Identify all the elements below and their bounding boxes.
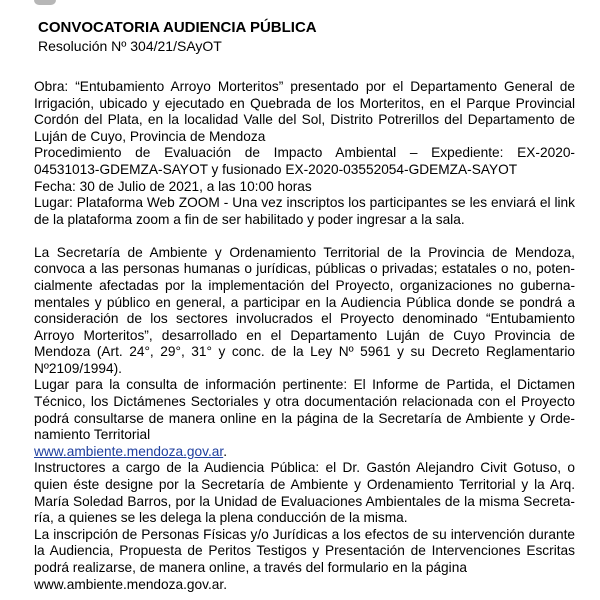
resolution-number: Resolución Nº 304/21/SAyOT — [38, 38, 222, 54]
instructores-line-1: Instructores a cargo de la Audiencia Pública: el Dr. Gastón Alejandro Civit Gotuso, o — [34, 460, 575, 476]
consulta-line-2: Técnico, los Dictámenes Sectoriales y otra documentación relacionada con el Proyecto — [34, 394, 575, 410]
document-title: CONVOCATORIA AUDIENCIA PÚBLICA — [38, 19, 317, 36]
instructores-line-2: quien éste designe por la Secretaría de Ambiente y Ordenamiento Territorial y la Arq. — [34, 477, 575, 493]
convocatoria-line-3: cialmente afectadas por la implementación del Proyecto, organizaciones no guberna- — [34, 277, 575, 293]
convocatoria-line-1: La Secretaría de Ambiente y Ordenamiento Territorial de la Provincia de Mendoza, — [34, 244, 575, 260]
convocatoria-line-5: consideración de los sectores involucrados el Proyecto denominado “Entubamiento — [34, 311, 575, 327]
document-header — [38, 19, 578, 55]
obra-line-2: Irrigación, ubicado y ejecutado en Quebrada de los Morteritos, en el Parque Provincial — [34, 95, 575, 111]
inscripcion-line-4: www.ambiente.mendoza.gov.ar. — [34, 576, 227, 592]
procedimiento-line-1: Procedimiento de Evaluación de Impacto Ambiental – Expediente: EX-2020- — [34, 145, 575, 161]
obra-line-1: Obra: “Entubamiento Arroyo Morteritos” presentado por el Departamento General de — [34, 79, 575, 94]
consulta-line-1: Lugar para la consulta de información pertinente: El Informe de Partida, el Dictamen — [34, 377, 575, 393]
inscripcion-line-2: la Audiencia, Propuesta de Peritos Testigos y Presentación de Intervenciones Escritas — [34, 543, 575, 559]
convocatoria-line-7: Mendoza (Art. 24°, 29°, 31° y conc. de la Ley Nº 5961 y su Decreto Reglamentario — [34, 344, 575, 360]
obra-line-4: Luján de Cuyo, Provincia de Mendoza — [34, 128, 266, 144]
website-line — [34, 444, 575, 461]
consulta-line-3: podrá consultarse de manera online en la página de la Secretaría de Ambiente y Orde- — [34, 410, 575, 426]
corner-mark — [34, 0, 56, 5]
lugar-line-2: de la plataforma zoom a fin de ser habilitado y poder ingresar a la sala. — [34, 211, 465, 227]
inscripcion-line-3: podrá realizarse, de manera online, a través del formulario en la página — [34, 560, 467, 576]
convocatoria-line-2: convoca a las personas humanas o jurídicas, públicas o privadas; estatales o no, poten- — [34, 261, 575, 277]
lugar-line-1: Lugar: Plataforma Web ZOOM - Una vez inscriptos los participantes se les enviará el link — [34, 195, 575, 211]
obra-line-3: Cordón del Plata, en la localidad Valle del Sol, Distrito Potrerillos del Departamento de — [34, 112, 575, 128]
website-link[interactable]: www.ambiente.mendoza.gov.ar — [34, 443, 224, 459]
convocatoria-line-6: Arroyo Morteritos”, desarrollado en el Departamento Luján de Cuyo Provincia de — [34, 327, 575, 343]
document-body — [34, 79, 575, 593]
inscripcion-line-1: La inscripción de Personas Físicas y/o Jurídicas a los efectos de su intervención durante — [34, 526, 575, 542]
consulta-line-4: namiento Territorial — [34, 427, 151, 443]
procedimiento-line-2: 04531013-GDEMZA-SAYOT y fusionado EX-2020-03552054-GDEMZA-SAYOT — [34, 161, 518, 177]
paragraph-gap — [34, 228, 575, 244]
instructores-line-4: ría, a quienes se les delega la plena conducción de la misma. — [34, 510, 408, 526]
fecha-line: Fecha: 30 de Julio de 2021, a las 10:00 horas — [34, 178, 312, 194]
convocatoria-line-4: mentales y público en general, a participar en la Audiencia Pública donde se pondrá a — [34, 294, 575, 310]
instructores-line-3: María Soledad Barros, por la Unidad de Evaluaciones Ambientales de la misma Secreta- — [34, 493, 575, 509]
website-link-suffix: . — [223, 443, 228, 459]
convocatoria-line-8: Nº2109/1994). — [34, 360, 122, 376]
